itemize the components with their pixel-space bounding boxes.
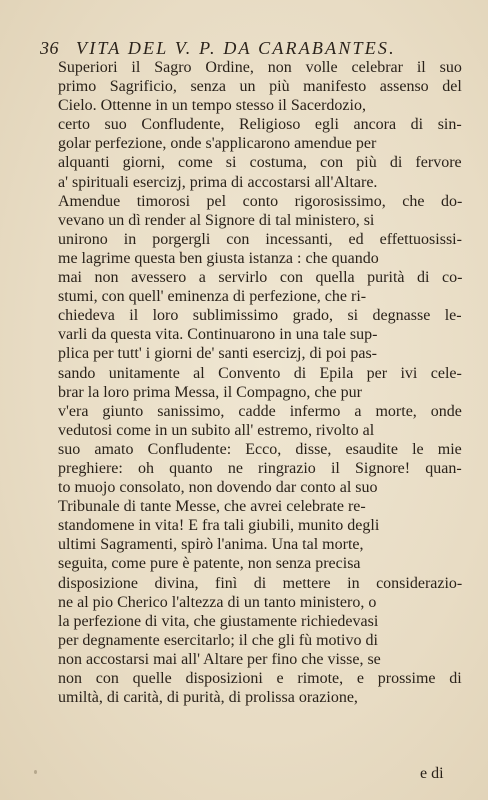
page-number: 36 bbox=[40, 38, 59, 58]
text-line: disposizione divina, finì di mettere in considerazio- bbox=[58, 574, 463, 592]
text-line: Tribunale di tante Messe, che avrei celebrate re- bbox=[58, 498, 366, 516]
text-line: primo Sagrificio, senza un più manifesto assenso del bbox=[58, 78, 462, 96]
text-line: la perfezione di vita, che giustamente richiedevasi bbox=[58, 612, 379, 630]
text-line: umiltà, di carità, di purità, di prolissa orazione, bbox=[58, 689, 358, 707]
paper-spot bbox=[34, 770, 37, 774]
page-header bbox=[40, 36, 472, 60]
running-head: VITA DEL V. P. DA CARABANTES. bbox=[76, 38, 396, 58]
text-line: certo suo Confludente, Religioso egli ancora di sin- bbox=[58, 116, 462, 134]
text-line: ne al pio Cherico l'altezza di un tanto ministero, o bbox=[58, 593, 377, 611]
text-line: non accostarsi mai all' Altare per fino che visse, se bbox=[58, 650, 381, 668]
text-line: Superiori il Sagro Ordine, non volle celebrar il suo bbox=[58, 59, 462, 76]
text-line: golar perfezione, onde s'applicarono amendue per bbox=[58, 135, 377, 153]
text-line: varli da questa vita. Continuarono in una tale sup- bbox=[58, 326, 378, 344]
text-line: chiedeva il loro sublimissimo grado, si degnasse le- bbox=[58, 307, 462, 325]
text-line: mai non avessero a servirlo con quella purità di co- bbox=[58, 269, 463, 287]
text-line: alquanti giorni, come si costuma, con più di fervore bbox=[58, 154, 462, 172]
text-line: per degnamente esercitarlo; il che gli fù motivo di bbox=[58, 631, 378, 649]
text-line: me lagrime questa ben giusta istanza : che quando bbox=[58, 249, 379, 267]
text-line: vedutosi come in un subito all' estremo, rivolto al bbox=[58, 421, 375, 439]
text-line: Cielo. Ottenne in un tempo stesso il Sacerdozio, bbox=[58, 97, 366, 115]
body-text bbox=[58, 58, 462, 707]
text-line: v'era giunto sanissimo, cadde infermo a morte, onde bbox=[58, 402, 462, 420]
text-line: ultimi Sagramenti, spirò l'anima. Una tal morte, bbox=[58, 536, 364, 554]
text-line: non con quelle disposizioni e rimote, e prossime di bbox=[58, 670, 462, 687]
text-line: Amendue timorosi pel conto rigorosissimo, che do- bbox=[58, 192, 463, 210]
text-line: brar la loro prima Messa, il Compagno, che pur bbox=[58, 383, 362, 401]
text-line: plica per tutt' i giorni de' santi esercizj, di poi pas- bbox=[58, 345, 378, 363]
text-line: preghiere: oh quanto ne ringrazio il Signore! quan- bbox=[58, 459, 462, 477]
text-line: to muojo consolato, non dovendo dar conto al suo bbox=[58, 479, 378, 497]
text-line: vevano un dì render al Signore di tal ministero, si bbox=[58, 211, 375, 229]
text-line: suo amato Confludente: Ecco, disse, esaudite le mie bbox=[58, 440, 462, 458]
text-line: seguita, come pure è patente, non senza precisa bbox=[58, 555, 361, 573]
text-line: sando unitamente al Convento di Epila per ivi cele- bbox=[58, 364, 462, 382]
text-line: a' spirituali esercizj, prima di accostarsi all'Altare. bbox=[58, 173, 378, 191]
text-line: standomene in vita! E fra tali giubili, munito degli bbox=[58, 517, 380, 535]
catchword: e di bbox=[420, 765, 444, 782]
text-line: stumi, con quell' eminenza di perfezione, che ri- bbox=[58, 288, 367, 306]
text-line: unirono in porgergli con incessanti, ed effettuosissi- bbox=[58, 230, 462, 248]
